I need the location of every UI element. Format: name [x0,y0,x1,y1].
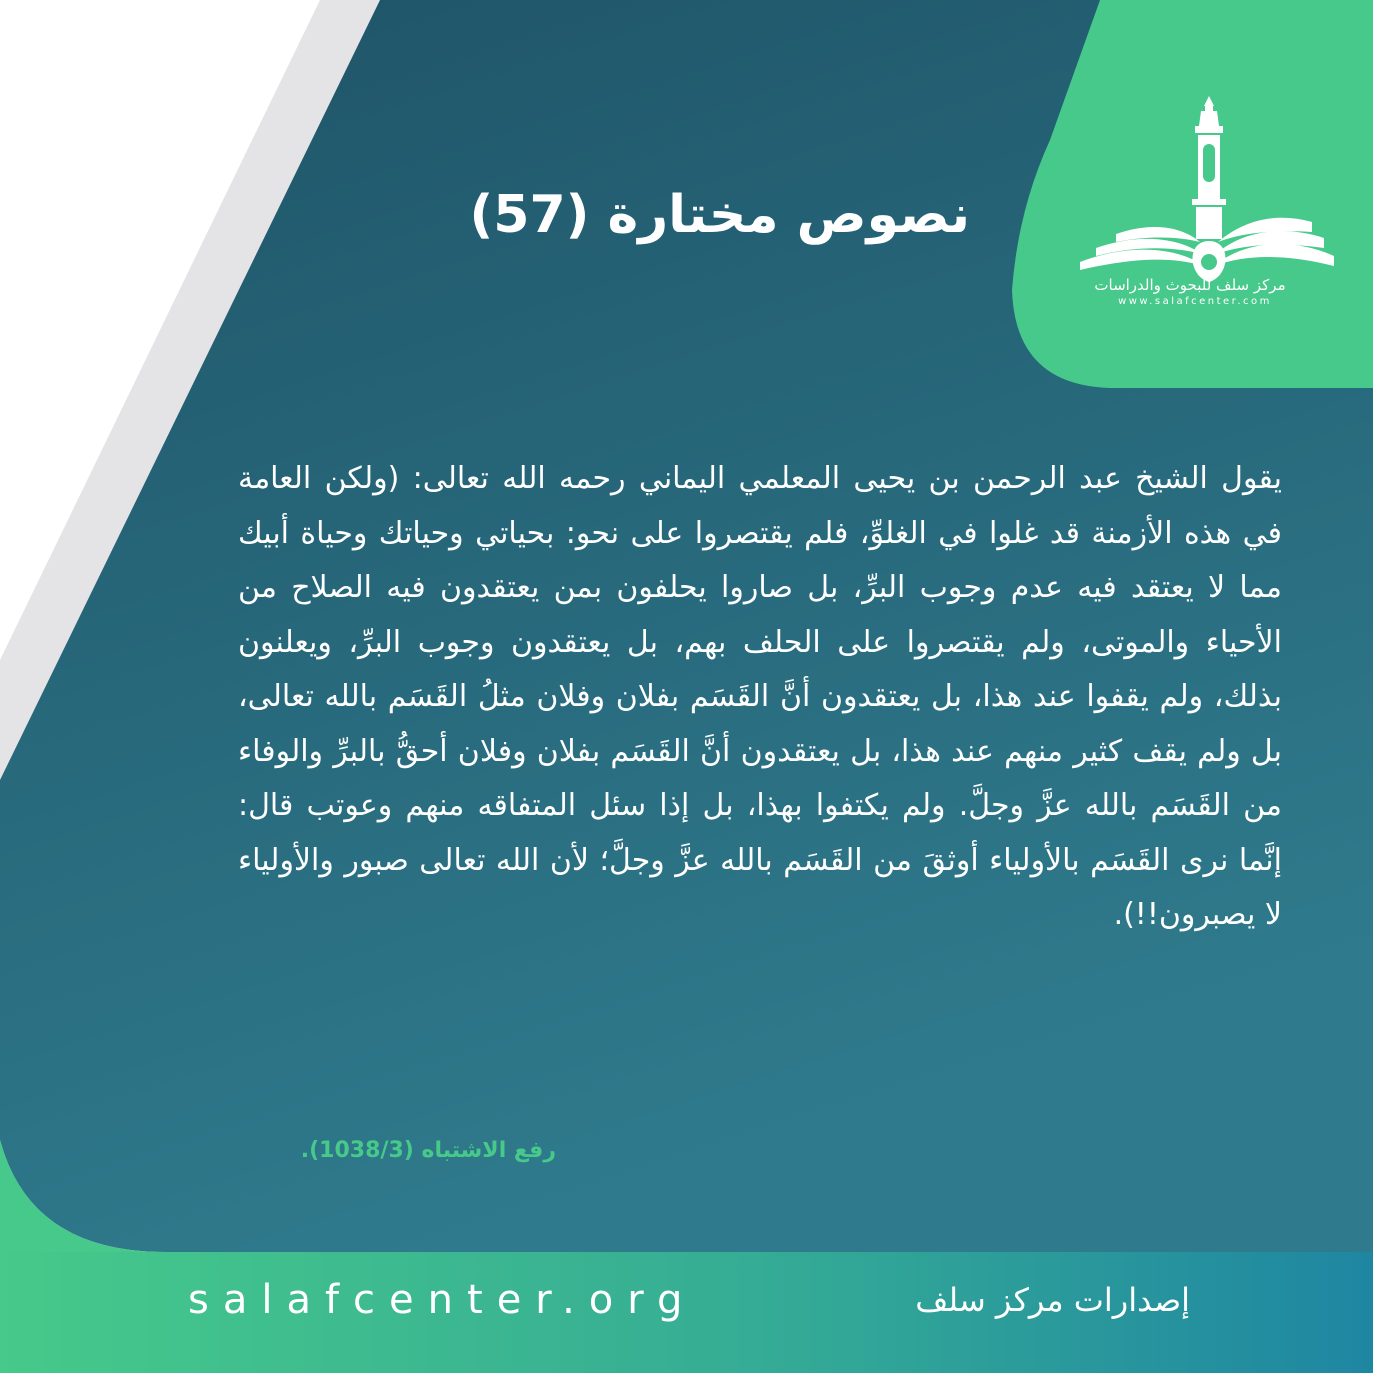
logo-website: www.salafcenter.com [1118,296,1272,307]
quote-text: يقول الشيخ عبد الرحمن بن يحيى المعلمي اليماني رحمه الله تعالى: (ولكن العامة في هذه الأزمنة قد غلوا في الغلوِّ، فلم يقتصروا على نحو: بحياتي وحياتك وحياة أبيك مما لا يعتقد فيه عدم وجوب البرِّ، بل صاروا يحلفون بمن يعتقدون فيه الصلاح من الأحياء والموتى، ولم يقتصروا على الحلف بهم، بل يعتقدون وجوب البرِّ، ويعلنون بذلك، ولم يقفوا عند هذا، بل يعتقدون أنَّ القَسَم بفلان وفلان مثلُ القَسَم بالله تعالى، بل ولم يقف كثير منهم عند هذا، بل يعتقدون أنَّ القَسَم بفلان وفلان أحقُّ بالبرِّ والوفاء من القَسَم بالله عزَّ وجلَّ. ولم يكتفوا بهذا، بل إذا سئل المتفاقه منهم وعوتب قال: إنَّما نرى القَسَم بالأولياء أوثقَ من القَسَم بالله عزَّ وجلَّ؛ لأن الله تعالى صبور والأولياء لا يصبرون!!). [238,461,1282,932]
source-citation: رفع الاشتباه (1038/3). [300,1138,556,1163]
footer-publisher-label: إصدارات مركز سلف [915,1281,1190,1319]
footer-website-link[interactable]: salafcenter.org [188,1277,697,1323]
page-title: نصوص مختارة (57) [469,185,970,245]
logo-org-name: مركز سلف للبحوث والدراسات [1094,276,1286,294]
